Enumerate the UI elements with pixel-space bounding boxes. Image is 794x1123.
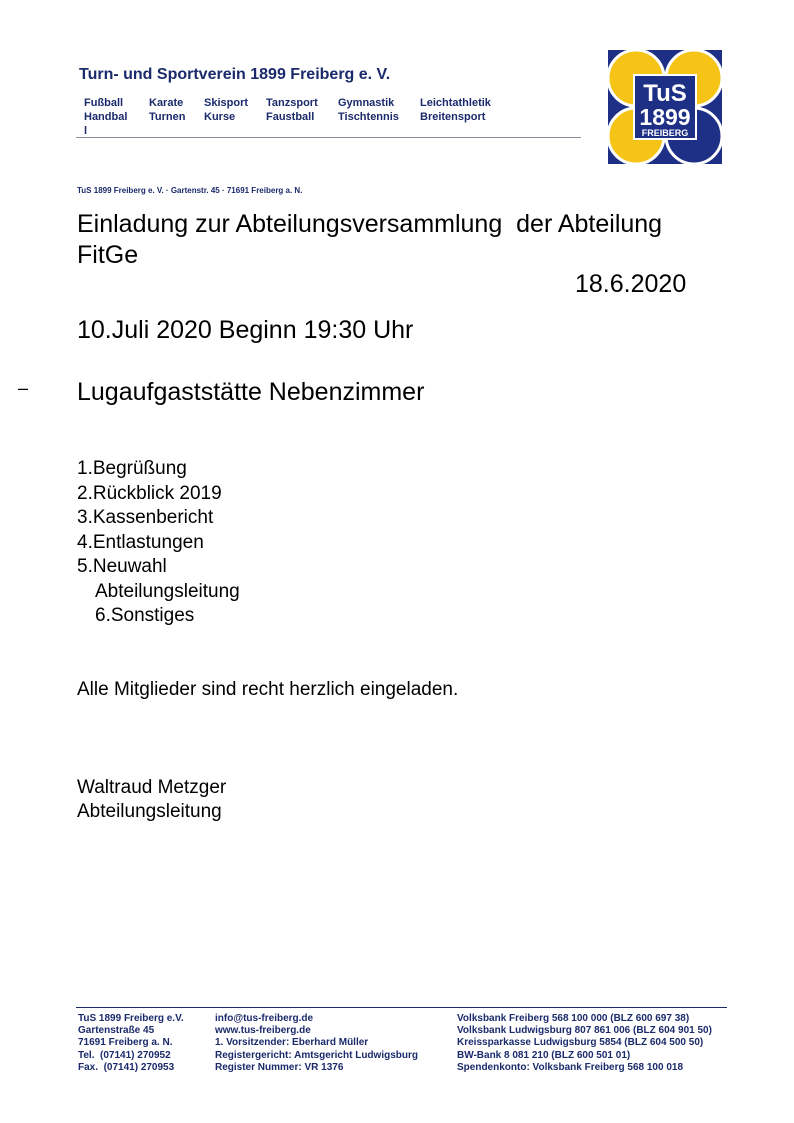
agenda-item: Abteilungsleitung — [95, 580, 240, 602]
logo-text-year: 1899 — [639, 104, 691, 130]
sport-item: Tanzsport — [266, 97, 318, 109]
sport-item: l — [84, 125, 88, 137]
sports-column-1 — [84, 96, 127, 138]
agenda-item: 6.Sonstiges — [95, 605, 195, 626]
footer-contact — [215, 1013, 418, 1074]
agenda-item: 3.Kassenbericht — [77, 507, 214, 528]
sports-column-4 — [266, 96, 318, 124]
signature-name: Waltraud Metzger — [77, 777, 227, 798]
footer-line: Kreissparkasse Ludwigsburg 5854 (BLZ 604 500 50) — [457, 1037, 704, 1049]
sport-item: Karate — [149, 97, 184, 109]
sport-item: Tischtennis — [338, 111, 399, 123]
sports-column-5 — [338, 96, 399, 124]
footer-line: Volksbank Ludwigsburg 807 861 006 (BLZ 604 901 50) — [457, 1025, 712, 1037]
letter-title — [77, 209, 737, 271]
footer-line: 1. Vorsitzender: Eberhard Müller — [215, 1037, 369, 1049]
club-logo — [608, 50, 722, 164]
sports-column-2 — [149, 96, 185, 124]
sports-column-3 — [204, 96, 248, 124]
sport-item: Skisport — [204, 97, 249, 109]
footer-line: Fax. (07141) 270953 — [78, 1061, 175, 1073]
meeting-time: 10.Juli 2020 Beginn 19:30 Uhr — [77, 316, 414, 344]
agenda-item: 2.Rückblick 2019 — [77, 482, 222, 504]
logo-text-tus: TuS — [643, 80, 687, 107]
club-name: Turn- und Sportverein 1899 Freiberg e. V. — [79, 66, 391, 83]
footer-line: Register Nummer: VR 1376 — [215, 1061, 344, 1073]
agenda-item: 4.Entlastungen — [77, 531, 204, 553]
footer-line: Tel. (07141) 270952 — [78, 1049, 171, 1061]
agenda-list — [77, 457, 240, 629]
agenda-item: 5.Neuwahl — [77, 556, 167, 577]
letter-date: 18.6.2020 — [575, 270, 687, 298]
sport-item: Handbal — [84, 111, 128, 123]
footer-line: Volksbank Freiberg 568 100 000 (BLZ 600 697 38) — [457, 1013, 690, 1024]
header-divider — [76, 137, 581, 138]
sport-item: Gymnastik — [338, 97, 395, 109]
footer-line: www.tus-freiberg.de — [215, 1025, 311, 1037]
sport-item: Kurse — [204, 111, 236, 123]
sport-item: Leichtathletik — [420, 97, 491, 109]
signature-role: Abteilungsleitung — [77, 801, 222, 822]
sport-item: Faustball — [266, 111, 315, 123]
sender-address-line: TuS 1899 Freiberg e. V. · Gartenstr. 45 · 71691 Freiberg a. N. — [77, 186, 303, 195]
title-line-1: Einladung zur Abteilungsversammlung der Abteilung — [77, 210, 663, 238]
footer-line: 71691 Freiberg a. N. — [78, 1037, 173, 1049]
meeting-location: Lugaufgaststätte Nebenzimmer — [77, 378, 425, 406]
sports-column-6 — [420, 96, 491, 124]
footer-line: info@tus-freiberg.de — [215, 1013, 314, 1024]
title-line-2: FitGe — [77, 241, 139, 269]
logo-text-city: FREIBERG — [641, 128, 689, 138]
footer-line: BW-Bank 8 081 210 (BLZ 600 501 01) — [457, 1049, 631, 1061]
footer-line: Spendenkonto: Volksbank Freiberg 568 100 018 — [457, 1061, 684, 1073]
sport-item: Breitensport — [420, 111, 486, 123]
footer-divider — [76, 1007, 727, 1008]
agenda-item: 1.Begrüßung — [77, 458, 187, 479]
footer-line: Gartenstraße 45 — [78, 1025, 155, 1037]
footer-line: TuS 1899 Freiberg e.V. — [78, 1013, 184, 1024]
margin-dash: – — [18, 378, 29, 398]
footer-address — [78, 1013, 184, 1074]
invitation-text: Alle Mitglieder sind recht herzlich eingeladen. — [77, 679, 459, 700]
sport-item: Turnen — [149, 111, 186, 123]
footer-bank — [457, 1013, 712, 1074]
sport-item: Fußball — [84, 97, 124, 109]
sports-list — [84, 96, 524, 138]
footer-line: Registergericht: Amtsgericht Ludwigsburg — [215, 1049, 418, 1061]
